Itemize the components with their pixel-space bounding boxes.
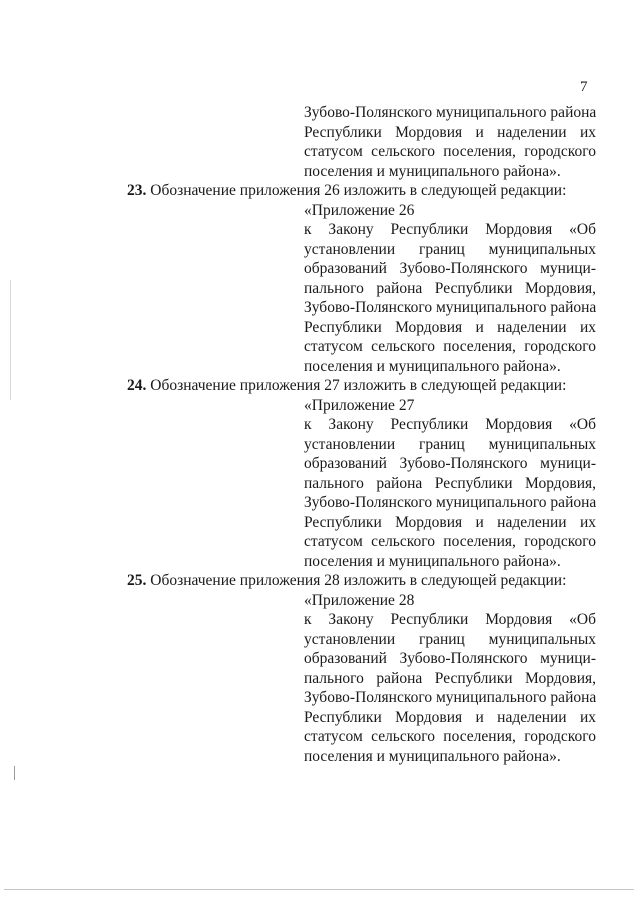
- annex-block-28: [304, 591, 596, 767]
- annex-heading: «Приложение 27: [304, 396, 415, 414]
- text-line: Республики Мордовия и наделении их: [304, 708, 596, 726]
- text-line: статусом сельского поселения, городского: [304, 533, 596, 550]
- item-number: 23.: [127, 182, 147, 199]
- text-line: образований Зубово-Полянского муници-: [304, 260, 596, 277]
- text-line: пального района Республики Мордовия,: [304, 474, 596, 492]
- text-line: образований Зубово-Полянского муници-: [304, 650, 596, 667]
- text-line: Зубово-Полянского муниципального района: [304, 494, 597, 511]
- text-line: к Закону Республики Мордовия «Об: [304, 416, 596, 433]
- annex-block-26: [304, 201, 596, 377]
- text-line: пального района Республики Мордовия,: [304, 279, 596, 297]
- amendment-item-25: [127, 571, 640, 591]
- text-line: статусом сельского поселения, городского: [304, 728, 596, 745]
- text-line: Республики Мордовия и наделении их: [304, 123, 596, 141]
- page-number: 7: [580, 79, 588, 95]
- text-line: поселения и муниципального района».: [304, 357, 561, 375]
- item-number: 24.: [127, 377, 147, 394]
- text-line: установлении границ муниципальных: [304, 240, 596, 258]
- item-number: 25.: [127, 572, 147, 589]
- text-line: поселения и муниципального района».: [304, 747, 561, 765]
- scan-artifact: [4, 889, 634, 890]
- text-line: установлении границ муниципальных: [304, 630, 596, 648]
- annex-block-27: [304, 396, 596, 572]
- text-line: поселения и муниципального района».: [304, 552, 561, 570]
- text-line: статусом сельского поселения, городского: [304, 143, 596, 160]
- text-line: Зубово-Полянского муниципального района: [304, 299, 597, 316]
- text-line: к Закону Республики Мордовия «Об: [304, 611, 596, 628]
- amendment-item-23: [127, 181, 640, 201]
- annex-heading: «Приложение 26: [304, 201, 415, 219]
- text-line: Республики Мордовия и наделении их: [304, 513, 596, 531]
- text-line: образований Зубово-Полянского муници-: [304, 455, 596, 472]
- intro-block: [304, 103, 596, 181]
- text-line: Зубово-Полянского муниципального района: [304, 104, 597, 121]
- scan-artifact: [10, 280, 11, 400]
- item-text: Обозначение приложения 26 изложить в следующей редакции:: [150, 182, 567, 199]
- amendment-item-24: [127, 376, 640, 396]
- text-line: поселения и муниципального района».: [304, 162, 561, 180]
- text-line: установлении границ муниципальных: [304, 435, 596, 453]
- text-line: к Закону Республики Мордовия «Об: [304, 221, 596, 238]
- text-line: Зубово-Полянского муниципального района: [304, 689, 597, 706]
- scan-artifact: [14, 766, 15, 780]
- text-line: пального района Республики Мордовия,: [304, 669, 596, 687]
- item-text: Обозначение приложения 28 изложить в следующей редакции:: [150, 572, 567, 589]
- text-line: статусом сельского поселения, городского: [304, 338, 596, 355]
- text-line: Республики Мордовия и наделении их: [304, 318, 596, 336]
- annex-heading: «Приложение 28: [304, 591, 415, 609]
- document-body: [0, 103, 640, 766]
- item-text: Обозначение приложения 27 изложить в следующей редакции:: [150, 377, 567, 394]
